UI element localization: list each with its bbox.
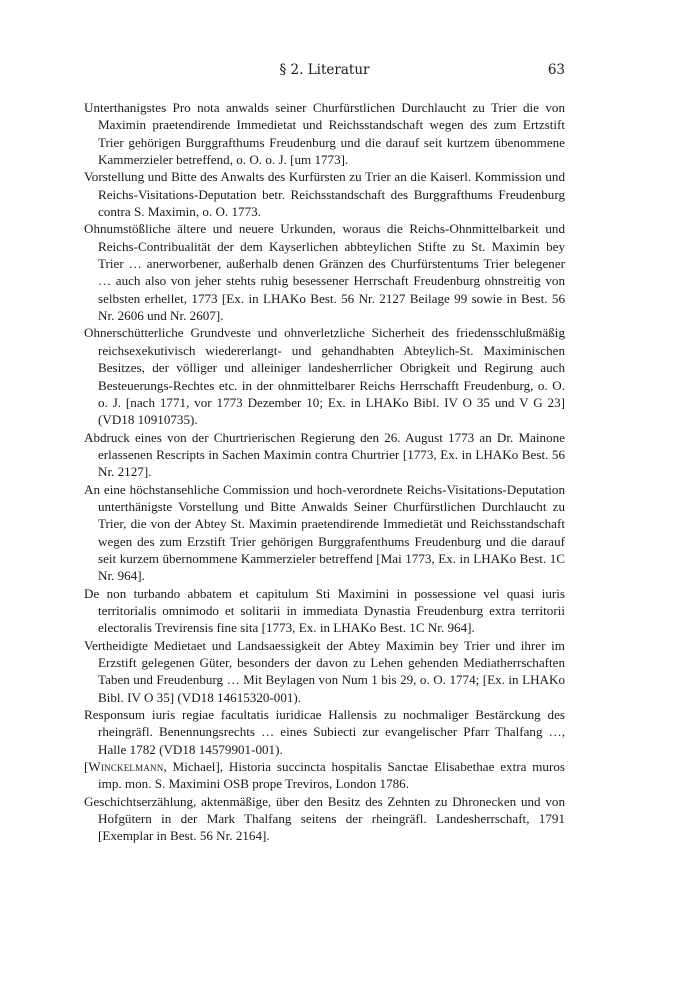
page-number: 63 [547, 62, 565, 78]
bibliography-entry: An eine höchstansehliche Commission und hoch-verordnete Reichs-Visitations-Deputation unterthänigste Vorstellung und Bitte Anwalds Seiner Churfürstlichen Durchlaucht zu Trier, die von der Abtey St. Maximin praetendirende Immedietät und Reichsstandschaft wegen des zum Erzstift Trier gehörigen Burggrafenthums Freudenburg und die darauf seit kurzem übernommene Kammerzieler betreffend [Mai 1773, Ex. in LHAKo Best. 1C Nr. 964]. [84, 481, 565, 584]
bibliography-entry: Vertheidigte Medietaet und Landsaessigkeit der Abtey Maximin bey Trier und ihrer im Erzstift gelegenen Güter, besonders der davon zu Lehen gehenden Mediatherrschaften Taben und Freudenburg … Mit Beylagen von Num 1 bis 29, o. O. 1774; [Ex. in LHAKo Bibl. IV O 35] (VD18 14615320-001). [84, 637, 565, 705]
section-title: § 2. Literatur [279, 62, 370, 78]
entry-text: , Michael], Historia succincta hospitalis Sanctae Elisabethae extra muros imp. mon. S. Maximini OSB prope Treviros, London 1786. [98, 759, 565, 792]
entry-author: Winckelmann [88, 759, 164, 775]
bibliography-entry [84, 758, 565, 793]
bibliography-entry: Ohnumstößliche ältere und neuere Urkunden, woraus die Reichs-Ohnmittelbarkeit und Reichs-Contribualität der dem Kayserlichen abbteylichen Stifte zu St. Maximin bey Trier … anerworbener, außerhalb denen Gränzen des Churfürstentums Trier belegener … auch also von jeher stehts ruhig besessener Herrschaft Freudenburg ohnstreitig von selbsten erhellet, 1773 [Ex. in LHAKo Best. 56 Nr. 2127 Beilage 99 sowie in Best. 56 Nr. 2606 und Nr. 2607]. [84, 221, 565, 324]
document-page [84, 60, 565, 845]
bibliography-entry: Geschichtserzählung, aktenmäßige, über den Besitz des Zehnten zu Dhronecken und von Hofgütern in der Mark Thalfang seitens der rheingräfl. Landesherrschaft, 1791 [Exemplar in Best. 56 Nr. 2164]. [84, 793, 565, 844]
running-header [84, 60, 565, 80]
bibliography-entry: Vorstellung und Bitte des Anwalts des Kurfürsten zu Trier an die Kaiserl. Kommission und Reichs-Visitations-Deputation betr. Reichsstandschaft des Burggrafthums Freudenburg contra S. Maximin, o. O. 1773. [84, 169, 565, 220]
bibliography-entry: Ohnerschütterliche Grundveste und ohnverletzliche Sicherheit des friedensschlußmäßig reichsexekutivisch wiedererlangt- und gehandhabten Abteylich-St. Maximinischen Besitzes, der völliger und alleiniger landesherrlicher Obrigkeit und Regirung auch Besteuerungs-Rechtes etc. in der ohnmittelbarer Reichs Herrschafft Freudenburg, o. O. o. J. [nach 1771, vor 1773 Dezember 10; Ex. in LHAKo Bibl. IV O 35 und V G 23] (VD18 10910735). [84, 325, 565, 428]
bibliography-list [84, 99, 565, 845]
bibliography-entry: Unterthanigstes Pro nota anwalds seiner Churfürstlichen Durchlaucht zu Trier die von Maximin praetendirende Immedietat und Reichsstandschaft wegen des zum Ertzstift Trier gehörigen Burggrafthums Freudenburg und die darauf seit kurtzem übenommene Kammerzieler betreffend, o. O. o. J. [um 1773]. [84, 100, 565, 168]
bibliography-entry: Responsum iuris regiae facultatis iuridicae Hallensis zu nochmaliger Bestärckung des rheingräfl. Benennungsrechts … eines Subiecti zur evangelischer Pfarr Thalfang …, Halle 1782 (VD18 14579901-001). [84, 707, 565, 757]
bibliography-entry: De non turbando abbatem et capitulum Sti Maximini in possessione vel quasi iuris territorialis omnimodo et solitarii in immediata Dynastia Freudenburg extra territorii electoralis Trevirensis fine sita [1773, Ex. in LHAKo Best. 1C Nr. 964]. [84, 585, 565, 636]
bibliography-entry: Abdruck eines von der Churtrierischen Regierung den 26. August 1773 an Dr. Mainone erlassenen Rescripts in Sachen Maximin contra Churtrier [1773, Ex. in LHAKo Best. 56 Nr. 2127]. [84, 429, 565, 480]
entry-bracket: [ [84, 759, 89, 775]
